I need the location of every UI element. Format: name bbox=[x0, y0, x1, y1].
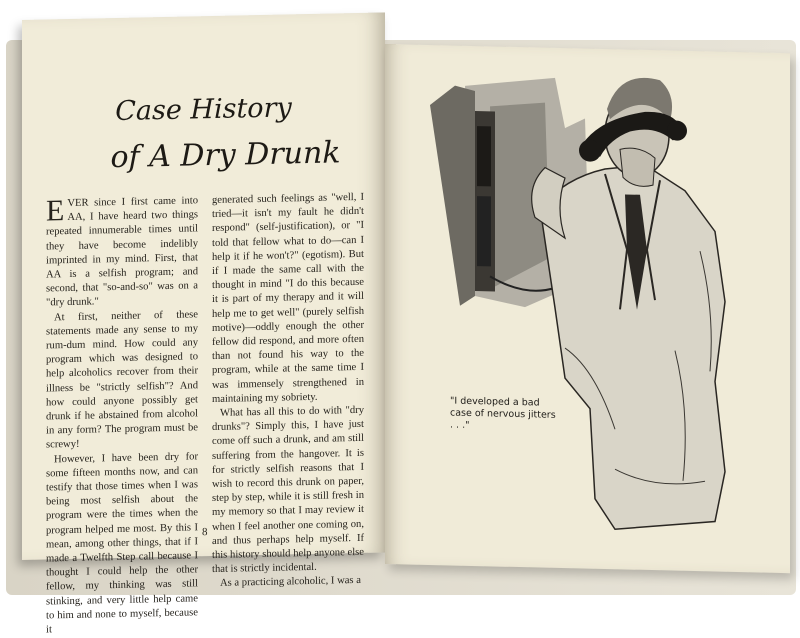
article-title-line1: Case History bbox=[115, 92, 292, 128]
drop-cap: E bbox=[46, 194, 65, 228]
man-on-phone-illustration bbox=[415, 45, 785, 553]
illustration-caption: "I developed a bad case of nervous jitters . . ." bbox=[450, 395, 556, 431]
article-title-line2: of A Dry Drunk bbox=[110, 135, 341, 176]
paragraph: At first, neither of these statements made any sense to my rum-dum mind. How could any program which was designed to help alcoholics recover from their illness be "strictly selfish"? And how could anyone possibly get drunk if he abstained from alcohol in any form? The program must be screwy! bbox=[46, 308, 198, 451]
left-page bbox=[22, 12, 385, 636]
paragraph: What has all this to do with "dry drunks"? Simply this, I have just come off such a drunk, and am still suffering from the hangover. It is for strictly selfish reasons that I wish to record this drunk on paper, step by step, while it is still fresh in my memory so that I may review it when I feel another one coming on, and thus perhaps help myself. If this history should help anyone else that is strictly incidental. bbox=[212, 404, 364, 576]
text-column-1 bbox=[46, 194, 198, 637]
right-page bbox=[385, 44, 790, 573]
paragraph: generated such feelings as "well, I tried—it isn't my fault he didn't respond" (self-justification), or "I told that fellow what to do—can I help it if he won't?" (egotism). But if I made the same call with the thought in mind "I do this because it is part of my therapy and it will help me to get well" (purely selfish motive)—oddly enough the other fellow did respond, and more often than not found his way to the program, while at the same time I was immensely strengthened in maintaining my sobriety. bbox=[212, 191, 364, 405]
paragraph: EVER since I first came into AA, I have heard two things repeated innumerable times until they have become indelibly imprinted in my mind. First, that AA is a selfish program; and second, that "so-and-so" was on a "dry drunk." bbox=[46, 194, 198, 309]
paragraph: As a practicing alcoholic, I was a bbox=[220, 575, 361, 590]
text-column-2 bbox=[212, 191, 364, 592]
page-number: 8 bbox=[202, 526, 208, 539]
paragraph: However, I have been dry for some fifteen months now, and can testify that those times when I was being most selfish about the program were the times when the program helped me most. By this I mean, among other things, that if I made a Twelfth Step call because I thought I could help the other fellow, my thinking was still stinking, and very little help came to him and none to myself, because it bbox=[46, 450, 198, 636]
